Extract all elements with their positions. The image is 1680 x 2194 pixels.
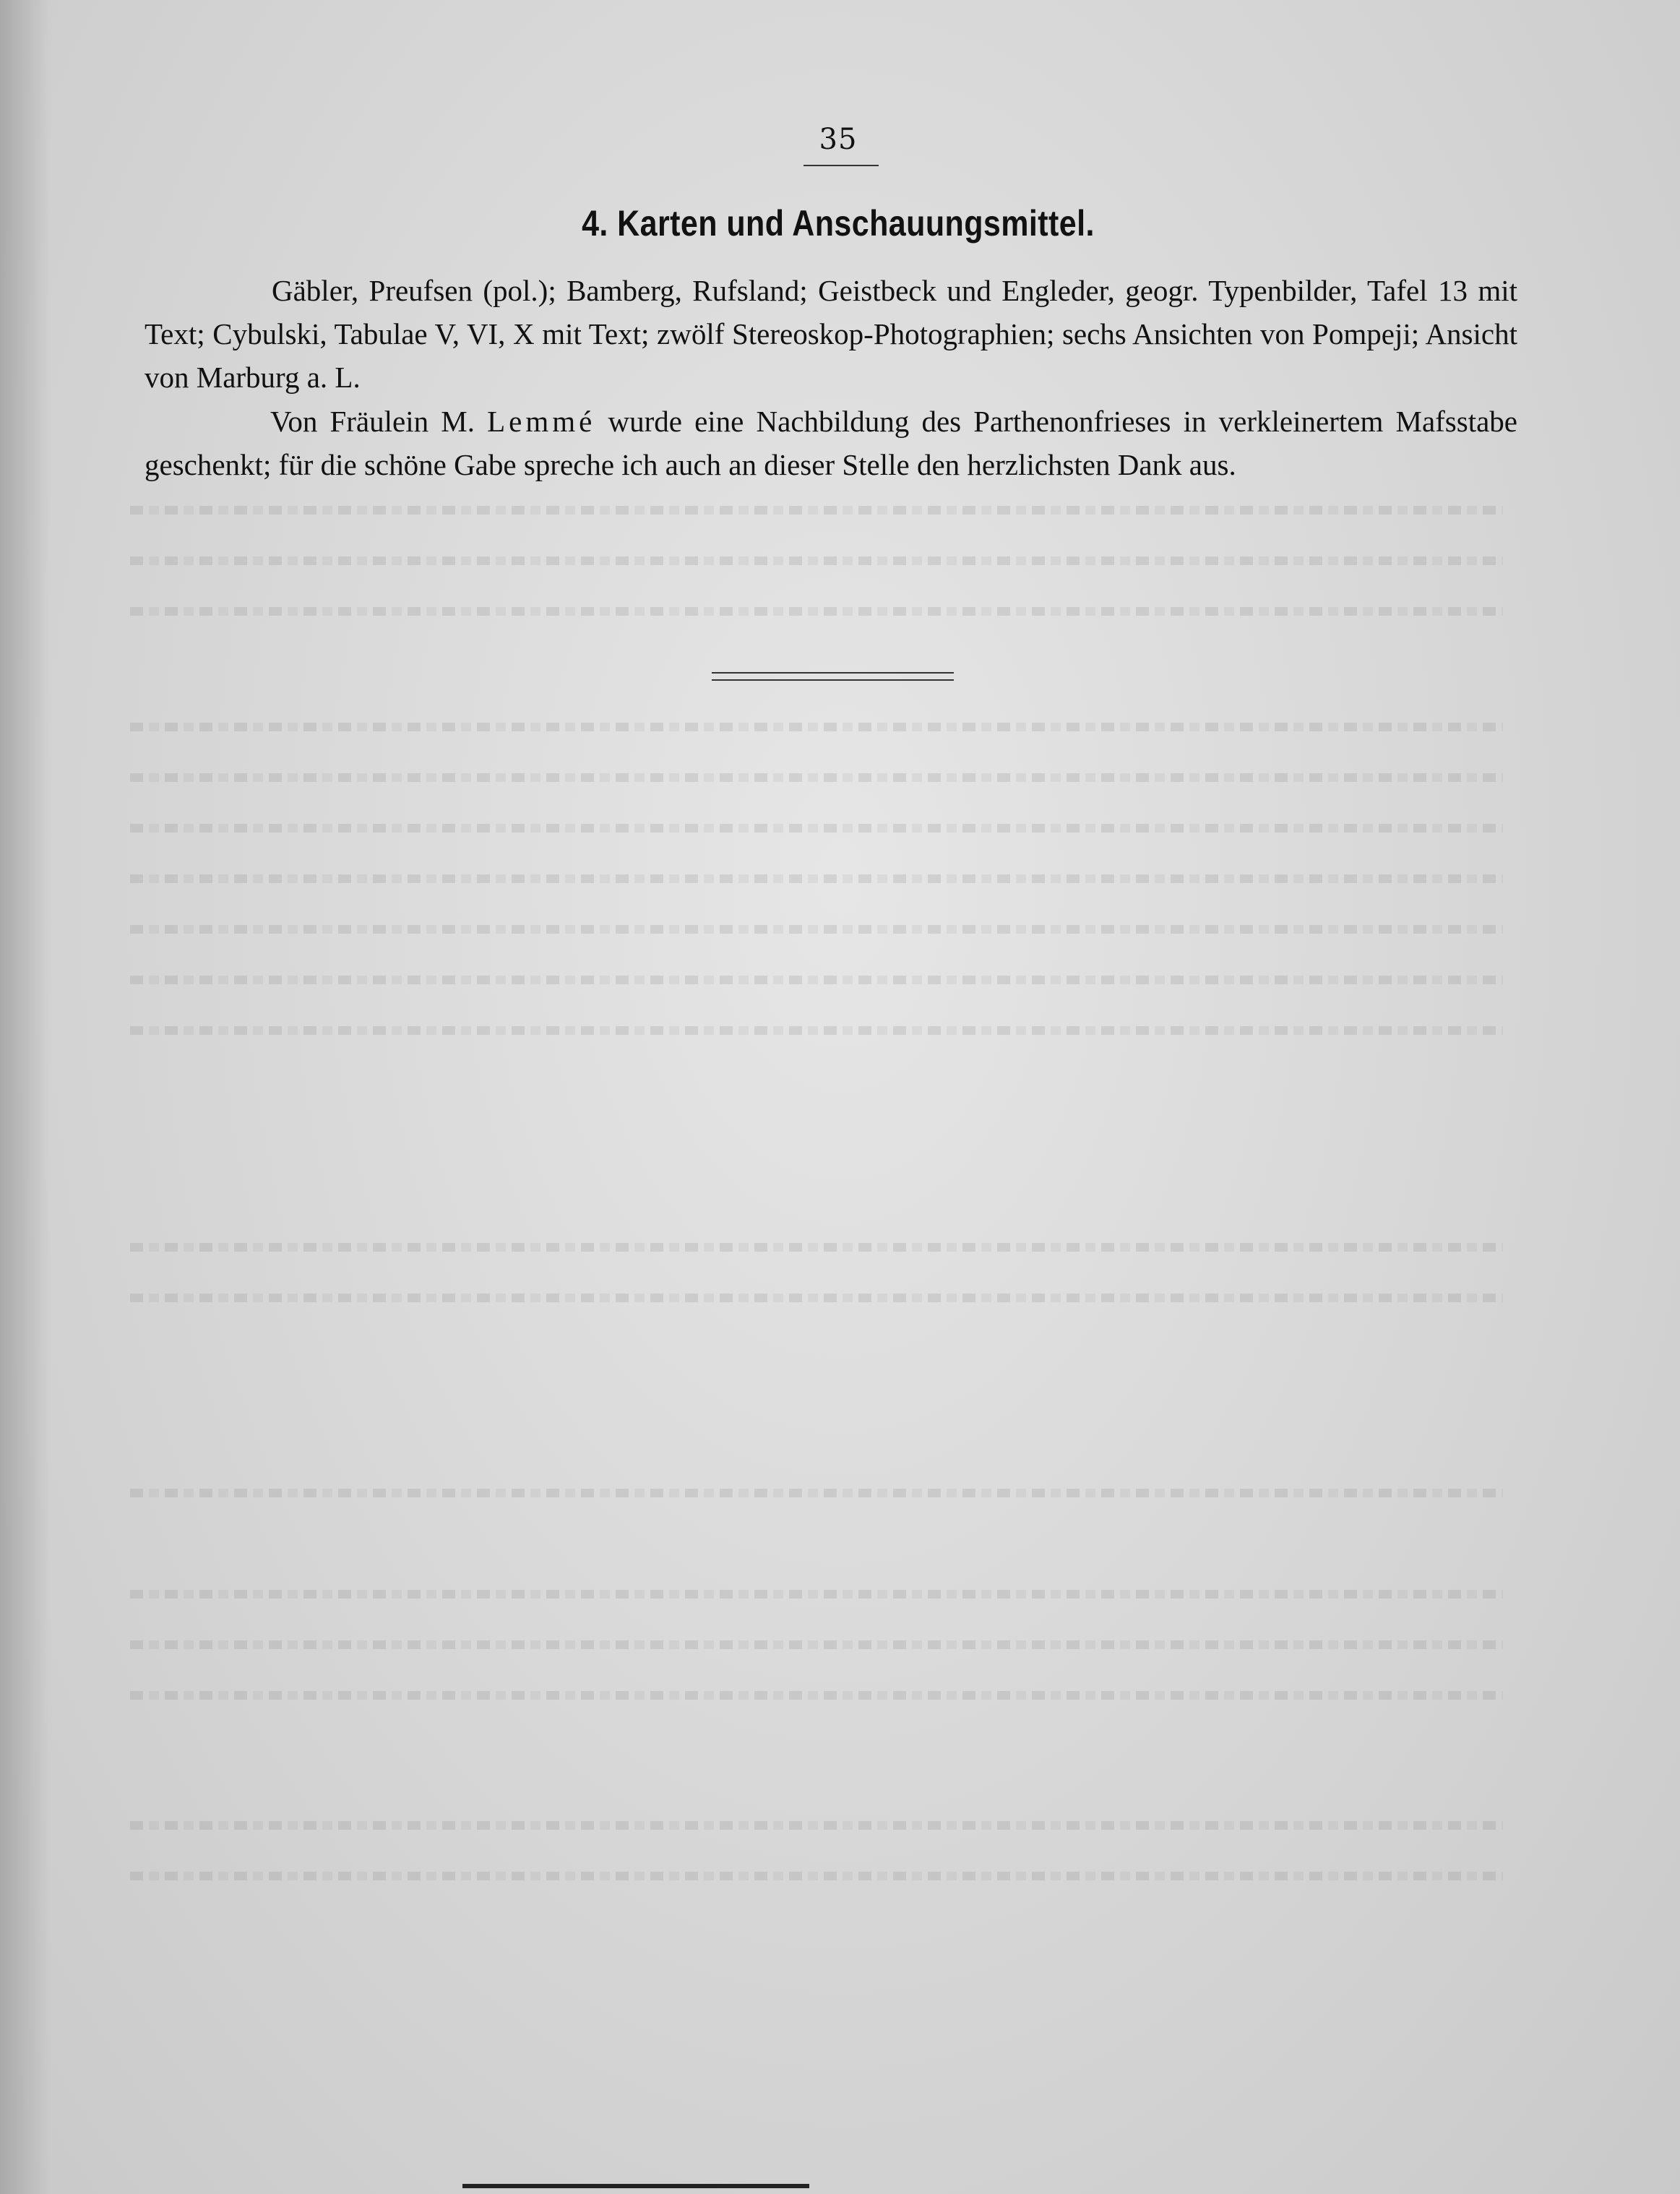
paragraph-text: Gäbler, Preufsen (pol.); Bamberg, Rufsland; Geistbeck und Engleder, geogr. Typenbilder, Tafel 13 mit Text; Cybulski, Tabulae V, VI, X mit Text; zwölf Stereoskop-Photographien; sechs Ansichten von Pompeji; Ansicht von Marburg a. L. bbox=[145, 274, 1517, 394]
section-heading: 4. Karten und Anschauungsmittel. bbox=[582, 203, 1095, 244]
bleed-through-line bbox=[130, 1590, 1503, 1599]
paragraph-text-before: Von Fräulein M. bbox=[270, 405, 488, 438]
bleed-through-line bbox=[130, 1821, 1503, 1830]
bleed-through-line bbox=[130, 773, 1503, 782]
paragraph-acquisitions bbox=[145, 269, 1517, 399]
bleed-through-line bbox=[130, 874, 1503, 883]
bleed-through-line bbox=[130, 506, 1503, 515]
bleed-through-line bbox=[130, 556, 1503, 565]
bottom-edge-mark bbox=[462, 2184, 809, 2188]
bleed-through-line bbox=[130, 723, 1503, 731]
bleed-through-line bbox=[130, 1243, 1503, 1252]
page-number: 35 bbox=[819, 123, 858, 156]
bleed-through-line bbox=[130, 1640, 1503, 1649]
bleed-through-line bbox=[130, 1489, 1503, 1497]
paragraph-donation bbox=[145, 400, 1517, 486]
bleed-through-line bbox=[130, 1026, 1503, 1035]
bleed-through-line bbox=[130, 1294, 1503, 1302]
page-number-underline bbox=[804, 165, 879, 166]
bleed-through-line bbox=[130, 824, 1503, 833]
donor-name: Lemmé bbox=[487, 405, 596, 438]
paragraph-text-after: wurde eine Nachbildung des Parthenonfrieses in verkleinertem Mafsstabe geschenkt; für die schöne Gabe spreche ich auch an dieser Stelle den herzlichsten Dank aus. bbox=[145, 405, 1517, 481]
bleed-through-line bbox=[130, 1691, 1503, 1700]
bleed-through-line bbox=[130, 607, 1503, 616]
section-divider bbox=[712, 672, 954, 681]
page-edge-shadow bbox=[0, 0, 51, 2194]
bleed-through-line bbox=[130, 925, 1503, 934]
bleed-through-line bbox=[130, 976, 1503, 984]
bleed-through-line bbox=[130, 1872, 1503, 1880]
